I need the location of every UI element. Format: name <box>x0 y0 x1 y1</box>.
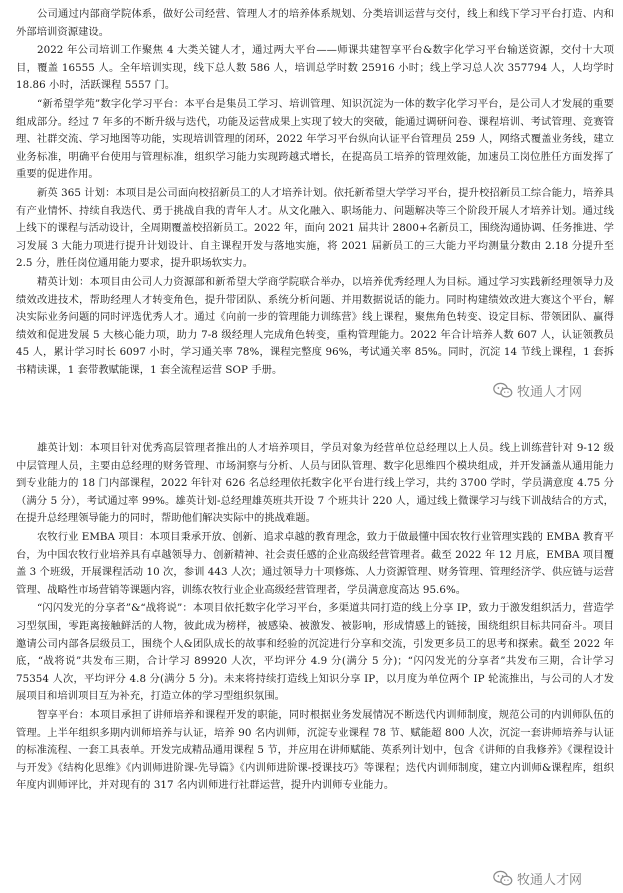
paragraph-xinying-365: 新英 365 计划：本项目是公司面向校招新员工的人才培养计划。依托新希望大学学习平台，提升校招新员工综合能力，培养具有产业情怀、持续自我迭代、勇于挑战自我的青年人才。从文化融入、职场能力、问题解决等三个阶段开展人才培养计划。通过线上线下的课程与活动设计，全周期覆盖校招新员工。2022 年，面向 2021 届共计 2800+名新员工，围绕沟通协调、任务推进、学习发展 3 大能力项进行提升计划设计、自主课程开发与落地实施，将 2021 届新员工的三大能力平均测量分数由 2.18 分提升至 2.5 分，胜任岗位通用能力要求，提升职场软实力。 <box>16 186 614 270</box>
wechat-logo-icon <box>493 382 513 399</box>
section-projects <box>16 440 614 796</box>
wechat-logo-icon <box>493 870 513 887</box>
paragraph-emba-project: 农牧行业 EMBA 项目：本项目秉承开放、创新、追求卓越的教育理念，致力于做最懂中国农牧行业管理实践的 EMBA 教育平台，为中国农牧行业培养具有卓越领导力、创新精神、社会责任感的企业高级经营管理者。截至 2022 年 12 月底，EMBA 项目覆盖 3 个班级，开展课程活动 10 次，参训 443 人次；通过领导力十项修炼、人力资源管理、财务管理、管理经济学、供应链与运营管理、战略性市场营销等课题内容，训练农牧行业企业高级经营管理者，学员满意度高达 95.6%。 <box>16 530 614 596</box>
paragraph-learning-platform: “新希望学苑”数字化学习平台：本平台是集员工学习、培训管理、知识沉淀为一体的数字化学习平台，是公司人才发展的重要组成部分。经过 7 年多的不断升级与迭代，功能及运营成果上实现了较大的突破，能通过调研问卷、课程培训、考试管理、竞赛管理、社群交流、学习地图等功能，实现培训管理的闭环，2022 年学习平台纵向认证平台管理员 259 人，网络式覆盖业务线，建立业务标准，明确平台使用与管理标准，组织学习能力实现跨越式增长，在提高员工培养的管理效能，加速员工岗位胜任方面发挥了重要的促进作用。 <box>16 97 614 181</box>
watermark-text: 牧通人才网 <box>517 873 583 888</box>
watermark <box>490 380 585 401</box>
watermark <box>490 868 585 889</box>
paragraph-2022-summary: 2022 年公司培训工作聚焦 4 大类关键人才，通过两大平台——师课共建智享平台&数字化学习平台输送资源，交付十大项目，覆盖 16555 人。全年培训实现，线下总人数 586 人，培训总学时数 25916 小时；线上学习总人次 357794 人，人均学时 18.86 小时，活跃课程 5557 门。 <box>16 44 614 92</box>
paragraph-zhixiang-platform: 智享平台：本项目承担了讲师培养和课程开发的职能，同时根据业务发展情况不断迭代内训师制度，规范公司的内训师队伍的管理。上半年组织多期内训师培养与认证，培养 90 名内训师，沉淀专业课程 78 节、赋能超 800 人次，沉淀一套讲师培养与认证的标准流程、一套工具表单。开发完成精品通用课程 5 节，并应用在讲师赋能、英系列计划中，包含《讲师的自我修养》《课程设计与开发》《结构化思维》《内训师进阶课-先导篇》《内训师进阶课-授课技巧》等课程；迭代内训师制度，建立内训师&课程库，组织年度内训师评比，并对现有的 317 名内训师进行社群运营，提升内训师专业能力。 <box>16 708 614 792</box>
section-intro <box>16 6 614 380</box>
paragraph-overview: 公司通过内部商学院体系，做好公司经营、管理人才的培养体系规划、分类培训运营与交付，线上和线下学习平台打造、内和外部培训资源建设。 <box>16 8 614 38</box>
paragraph-xiongying-plan: 雄英计划：本项目针对优秀高层管理者推出的人才培养项目，学员对象为经营单位总经理以上人员。线上训练营针对 9-12 级中层管理人员，主要由总经理的财务管理、市场洞察与分析、人员与团队管理、数字化思维四个模块组成，并开发涵盖从通用能力到专业能力的 18 门内部课程，2022 年针对 626 名总经理依托数字化平台进行线上学习，共约 3700 学时，学员满意度 4.75 分（满分 5 分），考试通过率 99%。雄英计划-总经理雄英班共开设 7 个班共计 220 人，通过线上微课学习与线下训战结合的方式，在提升总经理领导能力的同时，帮助他们解决实际中的挑战难题。 <box>16 442 614 525</box>
paragraph-sharer-ip: “闪闪发光的分享者”&“战将说”：本项目依托数字化学习平台，多渠道共同打造的线上分享 IP，致力于激发组织活力，营造学习型氛围，零距离接触鲜活的人物，彼此成为榜样，被感染、被激发、被影响，形成情感上的链接，围绕组织目标共同奋斗。项目邀请公司内部各层级员工，围绕个人&团队成长的故事和经验的沉淀进行分享和交流，引发更多员工的思考和探索。截至 2022 年底，“战将说”共发布三期，合计学习 89920 人次，平均评分 4.9 分(满分 5 分)；“闪闪发光的分享者”共发布三期，合计学习 75354 人次，平均评分 4.8 分(满分 5 分)。未来将持续打造线上知识分享 IP，以月度为单位两个 IP 轮流推出，与公司的人才发展项目和培训项目互为补充，打造立体的学习型组织氛围。 <box>16 602 614 703</box>
watermark-text: 牧通人才网 <box>517 385 583 400</box>
paragraph-jingying-plan: 精英计划：本项目由公司人力资源部和新希望大学商学院联合举办，以培养优秀经理人为目标。通过学习实践新经理领导力及绩效改进技术，帮助经理人才转变角色，提升带团队、系统分析问题、并用数据说话的能力。同时构建绩效改进大赛这个平台，解决实际业务问题的同时评选优秀人才。通过《向前一步的管理能力训练营》线上课程，聚焦角色转变、设定目标、带领团队、赢得绩效和促进发展 5 大核心能力项，助力 7-8 级经理人完成角色转变，重构管理能力。2022 年合计培养人数 607 人，认证领教员 45 人，累计学习时长 6097 小时，学习通关率 78%，课程完整度 96%，考试通关率 85%。同时，沉淀 14 节线上课程，1 套拆书精读课，1 套带教赋能课，1 套全流程运营 SOP 手册。 <box>16 275 614 376</box>
